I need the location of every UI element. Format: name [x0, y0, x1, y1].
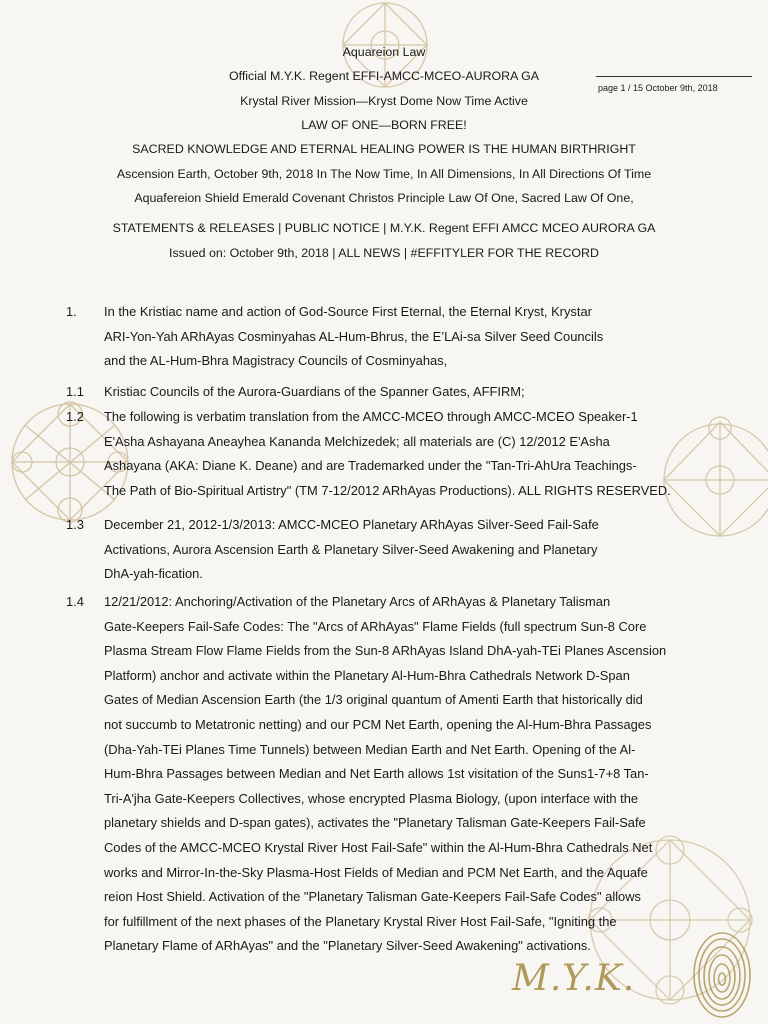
- item-line: planetary shields and D-span gates), activates the "Planetary Talisman Gate-Keepers Fail-Safe: [104, 815, 646, 831]
- header-law: LAW OF ONE—BORN FREE!: [301, 118, 467, 132]
- item-line: ARI-Yon-Yah ARhAyas Cosminyahas AL-Hum-Bhrus, the E’LAi-sa Silver Seed Councils: [104, 328, 604, 344]
- item-text: [104, 405, 696, 503]
- header-regent: Official M.Y.K. Regent EFFI-AMCC-MCEO-AURORA GA: [228, 69, 540, 83]
- header-ascension: Ascension Earth, October 9th, 2018 In The Now Time, In All Dimensions, In All Directions Of Time: [116, 167, 652, 181]
- item-text: [104, 300, 696, 374]
- item-text: [104, 590, 696, 959]
- item-line: Codes of the AMCC-MCEO Krystal River Host Fail-Safe" within the Al-Hum-Bhra Cathedrals Net: [104, 839, 653, 855]
- item-line: Planetary Flame of ARhAyas" and the "Planetary Silver-Seed Awakening" activations.: [104, 938, 591, 954]
- item-line: Plasma Stream Flow Flame Fields from the Sun-8 ARhAyas Island DhA-yah-TEi Planes Ascension: [104, 643, 667, 659]
- header-mission: Krystal River Mission—Kryst Dome Now Time Active: [240, 94, 528, 108]
- item-text: [104, 513, 696, 587]
- item-text: [104, 380, 696, 405]
- item-line: DhA-yah-fication.: [104, 566, 203, 582]
- item-line: December 21, 2012-1/3/2013: AMCC-MCEO Planetary ARhAyas Silver-Seed Fail-Safe: [104, 517, 599, 532]
- page-number: page 1 / 15 October 9th, 2018: [598, 83, 718, 93]
- item-line: Tri-A'jha Gate-Keepers Collectives, whose encrypted Plasma Biology, (upon interface with the: [104, 790, 639, 806]
- item-number: 1.2: [66, 409, 84, 424]
- item-line: The following is verbatim translation from the AMCC-MCEO through AMCC-MCEO Speaker-1: [104, 409, 638, 424]
- item-line: Activations, Aurora Ascension Earth & Planetary Silver-Seed Awakening and Planetary: [104, 541, 598, 557]
- item-line: Kristiac Councils of the Aurora-Guardians of the Spanner Gates, AFFIRM;: [104, 384, 525, 399]
- item-line: Gate-Keepers Fail-Safe Codes: The "Arcs of ARhAyas" Flame Fields (full spectrum Sun-8 Core: [104, 618, 647, 634]
- header-issued: Issued on: October 9th, 2018 | ALL NEWS | #EFFITYLER FOR THE RECORD: [169, 246, 599, 260]
- handwritten-signature: M.Y.K.: [512, 958, 636, 999]
- header-title: Aquareion Law: [342, 45, 426, 59]
- item-line: 12/21/2012: Anchoring/Activation of the Planetary Arcs of ARhAyas & Planetary Talisman: [104, 594, 611, 609]
- item-line: works and Mirror-In-the-Sky Plasma-Host Fields of Median and PCM Net Earth, and the Aquafe: [104, 864, 648, 880]
- page-number-rule: [596, 76, 752, 77]
- item-line: Ashayana (AKA: Diane K. Deane) and are Trademarked under the "Tan-Tri-AhUra Teachings-: [104, 458, 637, 474]
- item-number: 1.: [66, 304, 77, 319]
- header-shield: Aquafereion Shield Emerald Covenant Christos Principle Law Of One, Sacred Law Of One,: [134, 191, 634, 205]
- item-line: In the Kristiac name and action of God-Source First Eternal, the Eternal Kryst, Krystar: [104, 304, 592, 319]
- item-line: (Dha-Yah-TEi Planes Time Tunnels) between Median Earth and Net Earth. Opening of the Al-: [104, 741, 636, 757]
- item-line: Hum-Bhra Passages between Median and Net Earth allows 1st visitation of the Suns1-7+8 Tan-: [104, 766, 649, 782]
- thumbprint-icon: [690, 930, 754, 1020]
- item-line: and the AL-Hum-Bhra Magistracy Councils of Cosminyahas,: [104, 353, 448, 369]
- header-knowledge: SACRED KNOWLEDGE AND ETERNAL HEALING POWER IS THE HUMAN BIRTHRIGHT: [132, 142, 636, 156]
- item-number: 1.3: [66, 517, 84, 532]
- item-line: for fulfillment of the next phases of the Planetary Krystal River Host Fail-Safe, "Igniting the: [104, 913, 617, 929]
- item-line: reion Host Shield. Activation of the "Planetary Talisman Gate-Keepers Fail-Safe Codes" allows: [104, 889, 641, 905]
- item-number: 1.1: [66, 384, 84, 399]
- item-line: E'Asha Ashayana Aneayhea Kananda Melchizedek; all materials are (C) 12/2012 E'Asha: [104, 433, 610, 449]
- header-statements: STATEMENTS & RELEASES | PUBLIC NOTICE | M.Y.K. Regent EFFI AMCC MCEO AURORA GA: [112, 221, 656, 235]
- item-line: The Path of Bio-Spiritual Artistry" (TM 7-12/2012 ARhAyas Productions). ALL RIGHTS RESERVED.: [104, 482, 671, 498]
- item-number: 1.4: [66, 594, 84, 609]
- item-line: Gates of Median Ascension Earth (the 1/3 original quantum of Amenti Earth that historically did: [104, 692, 643, 708]
- item-line: Platform) anchor and activate within the Planetary Al-Hum-Bhra Cathedrals Network D-Span: [104, 667, 630, 683]
- item-line: not succumb to Metatronic netting) and our PCM Net Earth, opening the Al-Hum-Bhra Passages: [104, 716, 652, 732]
